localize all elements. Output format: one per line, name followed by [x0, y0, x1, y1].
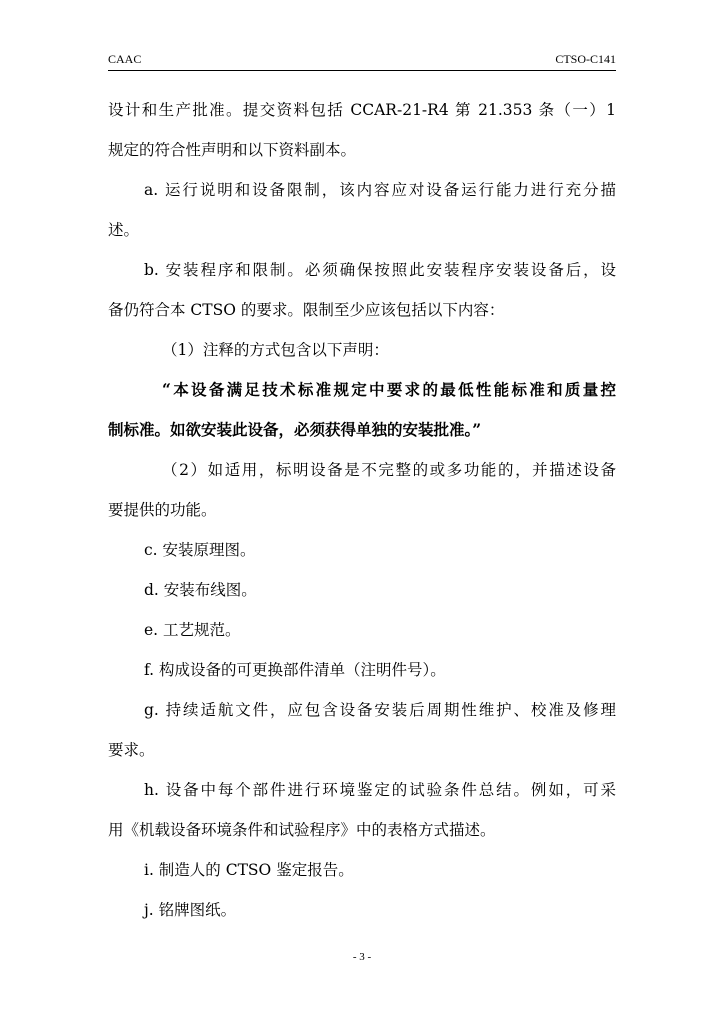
body-line: 要提供的功能。: [108, 501, 217, 519]
list-item-i: i. 制造人的 CTSO 鉴定报告。: [144, 861, 354, 879]
sub-item-1: （1）注释的方式包含以下声明：: [162, 341, 389, 359]
list-item-b: b. 安装程序和限制。必须确保按照此安装程序安装设备后，设: [144, 261, 616, 279]
body-line: 规定的符合性声明和以下资料副本。: [108, 141, 357, 159]
page-header: [108, 52, 616, 70]
required-statement: 制标准。如欲安装此设备，必须获得单独的安装批准。”: [108, 420, 482, 439]
list-item-c: c. 安装原理图。: [144, 541, 256, 559]
body-line: 述。: [108, 221, 140, 239]
document-body: [108, 90, 616, 930]
list-item-a: a. 运行说明和设备限制，该内容应对设备运行能力进行充分描: [144, 181, 616, 199]
body-line: 备仍符合本 CTSO 的要求。限制至少应该包括以下内容：: [108, 301, 505, 319]
header-rule: [108, 70, 616, 71]
list-item-d: d. 安装布线图。: [144, 581, 257, 599]
list-item-g: g. 持续适航文件，应包含设备安装后周期性维护、校准及修理: [144, 701, 616, 719]
page-number: - 3 -: [352, 951, 372, 963]
list-item-e: e. 工艺规范。: [144, 621, 241, 639]
required-statement: “本设备满足技术标准规定中要求的最低性能标准和质量控: [162, 380, 616, 399]
body-line: 要求。: [108, 741, 155, 759]
body-line: 设计和生产批准。提交资料包括 CCAR-21-R4 第 21.353 条（一）1: [108, 101, 616, 119]
header-document-id: CTSO-C141: [555, 52, 616, 66]
list-item-j: j. 铭牌图纸。: [144, 901, 237, 919]
sub-item-2: （2）如适用，标明设备是不完整的或多功能的，并描述设备: [162, 461, 616, 479]
body-line: 用《机载设备环境条件和试验程序》中的表格方式描述。: [108, 821, 496, 839]
list-item-h: h. 设备中每个部件进行环境鉴定的试验条件总结。例如，可采: [144, 781, 616, 799]
header-organization: CAAC: [108, 52, 142, 66]
list-item-f: f. 构成设备的可更换部件清单（注明件号）。: [144, 661, 446, 679]
